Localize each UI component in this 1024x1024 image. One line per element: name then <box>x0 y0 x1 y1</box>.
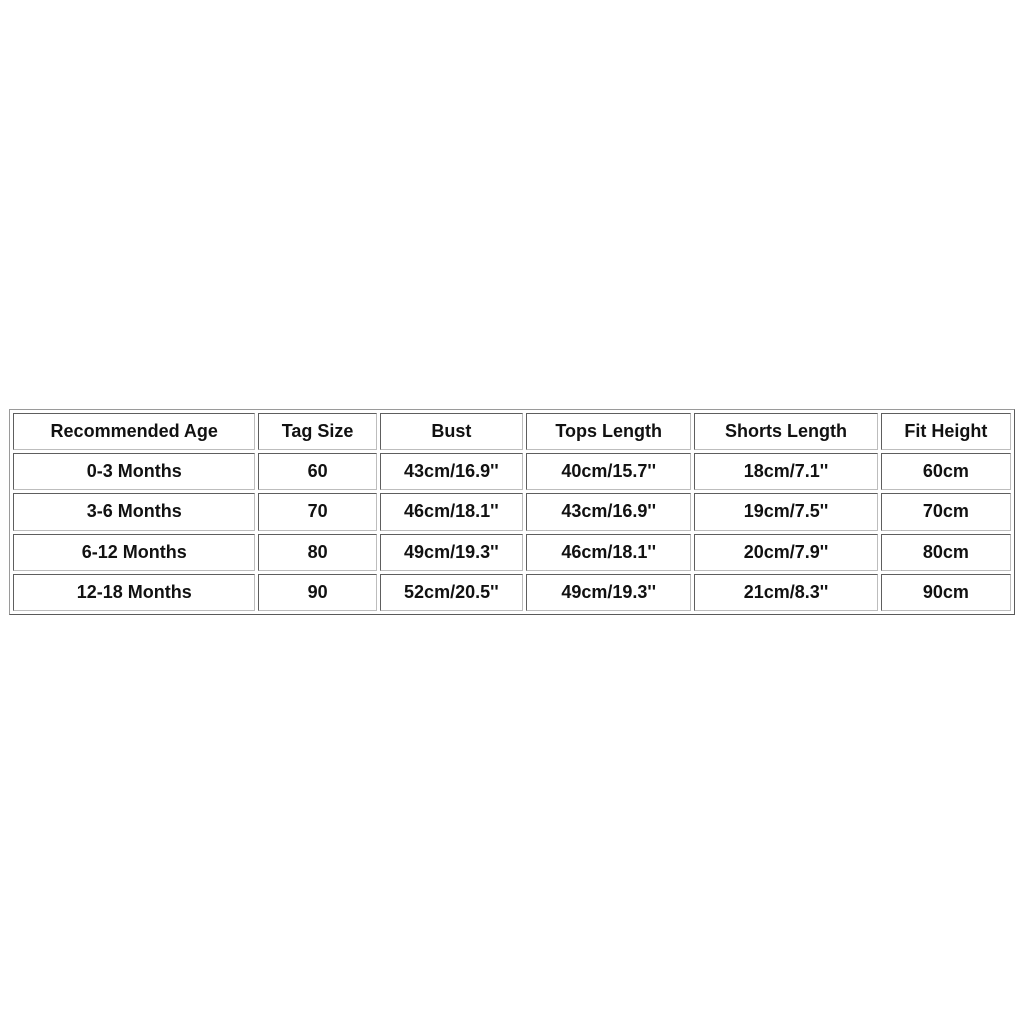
cell-recommended-age: 6-12 Months <box>13 534 255 571</box>
cell-recommended-age: 12-18 Months <box>13 574 255 611</box>
cell-tops-length: 46cm/18.1'' <box>526 534 691 571</box>
cell-tops-length: 40cm/15.7'' <box>526 453 691 490</box>
size-table <box>10 410 1014 614</box>
cell-bust: 52cm/20.5'' <box>380 574 523 611</box>
cell-recommended-age: 3-6 Months <box>13 493 255 530</box>
header-recommended-age: Recommended Age <box>13 413 255 450</box>
cell-shorts-length: 20cm/7.9'' <box>694 534 877 571</box>
cell-tag-size: 90 <box>258 574 376 611</box>
cell-recommended-age: 0-3 Months <box>13 453 255 490</box>
header-shorts-length: Shorts Length <box>694 413 877 450</box>
table-header-row <box>13 413 1011 450</box>
table-row <box>13 453 1011 490</box>
cell-fit-height: 90cm <box>881 574 1011 611</box>
cell-tag-size: 70 <box>258 493 376 530</box>
cell-tops-length: 43cm/16.9'' <box>526 493 691 530</box>
header-fit-height: Fit Height <box>881 413 1011 450</box>
cell-fit-height: 70cm <box>881 493 1011 530</box>
cell-tag-size: 60 <box>258 453 376 490</box>
cell-tag-size: 80 <box>258 534 376 571</box>
table-row <box>13 574 1011 611</box>
size-chart <box>9 409 1015 615</box>
cell-bust: 43cm/16.9'' <box>380 453 523 490</box>
cell-bust: 49cm/19.3'' <box>380 534 523 571</box>
cell-fit-height: 80cm <box>881 534 1011 571</box>
cell-shorts-length: 18cm/7.1'' <box>694 453 877 490</box>
header-tops-length: Tops Length <box>526 413 691 450</box>
header-bust: Bust <box>380 413 523 450</box>
cell-tops-length: 49cm/19.3'' <box>526 574 691 611</box>
table-row <box>13 534 1011 571</box>
cell-shorts-length: 21cm/8.3'' <box>694 574 877 611</box>
cell-fit-height: 60cm <box>881 453 1011 490</box>
header-tag-size: Tag Size <box>258 413 376 450</box>
cell-bust: 46cm/18.1'' <box>380 493 523 530</box>
cell-shorts-length: 19cm/7.5'' <box>694 493 877 530</box>
table-row <box>13 493 1011 530</box>
